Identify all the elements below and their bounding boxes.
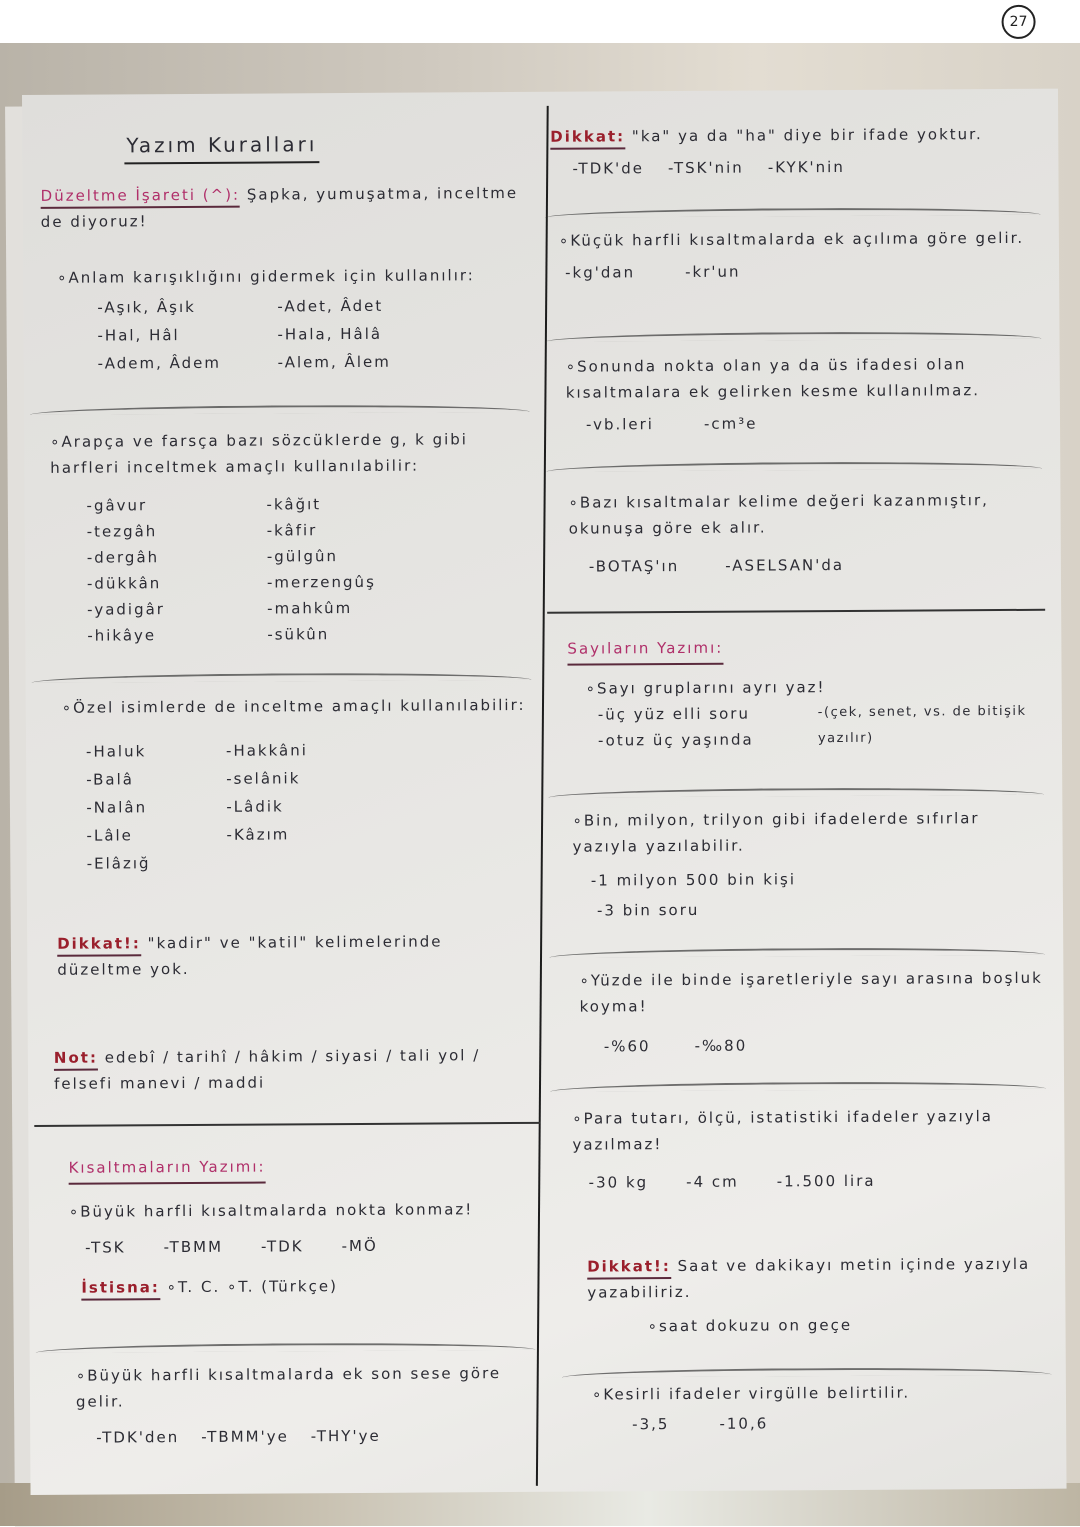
example: -Adet, Âdet xyxy=(277,296,384,316)
example: -3 bin soru xyxy=(596,900,700,920)
dikkat-text: "kadir" ve "katil" kelimelerinde düzeltme yok. xyxy=(57,932,443,979)
bin-bullet: ∘Bin, milyon, trilyon gibi ifadelerde sıfırlar yazıyla yazılabilir. xyxy=(572,809,980,856)
yuzde-section xyxy=(579,965,1046,1060)
kisaltmalar-bullet: ∘Büyük harfli kısaltmalarda nokta konmaz! xyxy=(68,1200,474,1221)
example xyxy=(227,849,387,876)
not-note xyxy=(54,1042,536,1097)
wavy-divider xyxy=(545,207,1041,218)
not-label: Not: xyxy=(54,1049,98,1071)
example: -TDK'de xyxy=(572,159,644,178)
wavy-divider xyxy=(548,787,1044,798)
anlam-bullet: ∘Anlam karışıklığını gidermek için kullanılır: xyxy=(57,266,475,287)
kesirli-bullet: ∘Kesirli ifadeler virgülle belirtilir. xyxy=(591,1383,911,1404)
example: -10,6 xyxy=(719,1414,769,1433)
wavy-divider xyxy=(549,947,1045,958)
kucuk-section xyxy=(559,225,1039,286)
example: -dergâh xyxy=(86,548,160,567)
example: -tezgâh xyxy=(86,522,158,541)
wavy-divider xyxy=(36,1342,536,1353)
sayilar-heading: Sayıların Yazımı: xyxy=(567,635,723,666)
example: -mahkûm xyxy=(267,598,353,618)
example: -gâvur xyxy=(86,496,148,515)
ozel-bullet: ∘Özel isimlerde de inceltme amaçlı kullanılabilir: xyxy=(61,695,526,717)
example: -Haluk xyxy=(85,742,147,761)
example: -Hala, Hâlâ xyxy=(277,324,383,344)
wavy-divider xyxy=(30,404,530,415)
example: -TDK'den xyxy=(96,1428,180,1447)
example: -3,5 xyxy=(632,1415,670,1434)
ozel-section xyxy=(62,692,529,877)
sayilar-section xyxy=(567,633,1044,754)
example: ∘saat dokuzu on geçe xyxy=(647,1315,853,1336)
example: -4 cm xyxy=(686,1172,739,1191)
example: -vb.leri xyxy=(585,415,654,434)
example: -TSK'nin xyxy=(667,158,744,178)
section-divider xyxy=(547,609,1045,614)
para-bullet: ∘Para tutarı, ölçü, istatistiki ifadeler yazıyla yazılmaz! xyxy=(572,1107,994,1154)
example: -kr'un xyxy=(685,262,741,281)
example: -kg'dan xyxy=(565,263,636,282)
istisna-text: ∘T. C. ∘T. (Türkçe) xyxy=(166,1277,338,1297)
example: -1.500 lira xyxy=(776,1171,876,1191)
para-section xyxy=(572,1103,1047,1196)
example: -TBMM'ye xyxy=(201,1427,289,1446)
dikkat-text: Saat ve dakikayı metin içinde yazıyla yazabiliriz. xyxy=(587,1254,1031,1302)
example: -‰80 xyxy=(694,1036,748,1055)
wavy-divider xyxy=(562,1367,1052,1378)
son-ses-bullet: ∘Büyük harfli kısaltmalarda ek son sese göre gelir. xyxy=(75,1364,502,1411)
example: -TBMM xyxy=(163,1237,224,1257)
section-divider xyxy=(34,1122,540,1127)
page-title: Yazım Kuralları xyxy=(124,131,319,164)
dikkat-text: "ka" ya da "ha" diye bir ifade yoktur. xyxy=(631,125,983,146)
example: -Elâzığ xyxy=(86,854,151,873)
example: -selânik xyxy=(226,769,301,788)
kucuk-bullet: ∘Küçük harfli kısaltmalarda ek açılıma göre gelir. xyxy=(558,228,1025,250)
dikkat-label: Dikkat: xyxy=(550,127,625,149)
example: -Hal, Hâl xyxy=(97,326,180,345)
example: -TSK xyxy=(84,1238,126,1257)
kisaltmalar-heading: Kısaltmaların Yazımı: xyxy=(68,1154,265,1185)
example: -%60 xyxy=(603,1037,651,1056)
example: -kâğıt xyxy=(266,495,322,514)
wavy-divider xyxy=(550,1081,1046,1092)
example: -merzengûş xyxy=(266,572,376,592)
yuzde-bullet: ∘Yüzde ile binde işaretleriyle sayı arasına boşluk koyma! xyxy=(579,968,1043,1016)
arapca-bullet: ∘Arapça ve farsça bazı sözcüklerde g, k gibi harfleri inceltmek amaçlı kullanılabilir: xyxy=(50,430,468,477)
example: -30 kg xyxy=(588,1173,649,1192)
example: -kâfir xyxy=(266,521,318,540)
photo-background xyxy=(0,13,1080,1483)
right-column xyxy=(544,13,1044,1434)
wavy-divider xyxy=(32,672,532,683)
example: -dükkân xyxy=(86,574,162,593)
dikkat-label: Dikkat!: xyxy=(587,1257,671,1280)
kisaltmalar-section xyxy=(68,1152,539,1301)
kesirli-section xyxy=(592,1379,1048,1438)
anlam-section xyxy=(57,262,528,377)
example: -Adem, Âdem xyxy=(97,353,222,373)
example: -Kâzım xyxy=(226,825,290,844)
dikkat-ka-note xyxy=(550,121,1040,182)
example: -Nalân xyxy=(86,798,148,817)
example: -BOTAŞ'ın xyxy=(588,556,680,576)
example: -gülgûn xyxy=(266,547,339,566)
sonunda-bullet: ∘Sonunda nokta olan ya da üs ifadesi olan kısaltmalara ek gelirken kesme kullanılmaz. xyxy=(565,355,981,402)
example: -Balâ xyxy=(86,770,134,789)
son-ses-section xyxy=(76,1360,537,1451)
arapca-section xyxy=(50,426,527,649)
wavy-divider xyxy=(546,461,1042,472)
example: -Alem, Âlem xyxy=(277,352,391,372)
example: -sükûn xyxy=(267,625,330,644)
example: -üç yüz elli soru xyxy=(597,704,750,724)
example: -THY'ye xyxy=(310,1426,381,1446)
duzeltme-section xyxy=(41,180,527,235)
example: -yadigâr xyxy=(87,600,165,619)
side-note: -(çek, senet, vs. de bitişik yazılır) xyxy=(817,703,1027,747)
bazi-bullet: ∘Bazı kısaltmalar kelime değeri kazanmıştır, okunuşa göre ek alır. xyxy=(568,491,989,538)
example: -hikâye xyxy=(87,626,157,645)
left-column xyxy=(22,92,532,1447)
bin-section xyxy=(572,805,1043,924)
duzeltme-heading: Düzeltme İşareti (^): xyxy=(41,186,241,209)
example: -TDK xyxy=(260,1237,304,1256)
example: -ASELSAN'da xyxy=(725,555,845,575)
example: -Hakkâni xyxy=(225,741,308,760)
sayilar-bullet: ∘Sayı gruplarını ayrı yaz! xyxy=(585,678,826,698)
wavy-divider xyxy=(545,331,1041,342)
page-number: 27 xyxy=(1001,5,1035,39)
example: -1 milyon 500 bin kişi xyxy=(590,870,797,890)
bazi-section xyxy=(568,487,1041,580)
duzeltme-text: Şapka, yumuşatma, inceltme de diyoruz! xyxy=(40,183,519,231)
sonunda-section xyxy=(566,351,1041,438)
notebook-page xyxy=(22,13,1067,1495)
istisna-label: İstisna: xyxy=(81,1278,160,1300)
not-text: edebî / tarihî / hâkim / siyasi / tali yol / felsefi manevi / maddi xyxy=(53,1046,481,1093)
example: -KYK'nin xyxy=(767,157,845,177)
example: -cm³e xyxy=(703,414,758,433)
example: -Lâdik xyxy=(226,797,284,816)
example: -Aşık, Âşık xyxy=(97,297,196,317)
dikkat-kadir-note xyxy=(57,928,535,983)
dikkat-label: Dikkat!: xyxy=(57,934,141,957)
dikkat-saat-note xyxy=(587,1251,1048,1340)
example: -otuz üç yaşında xyxy=(597,730,754,750)
example: -MÖ xyxy=(341,1236,378,1256)
example: -Lâle xyxy=(86,826,133,845)
